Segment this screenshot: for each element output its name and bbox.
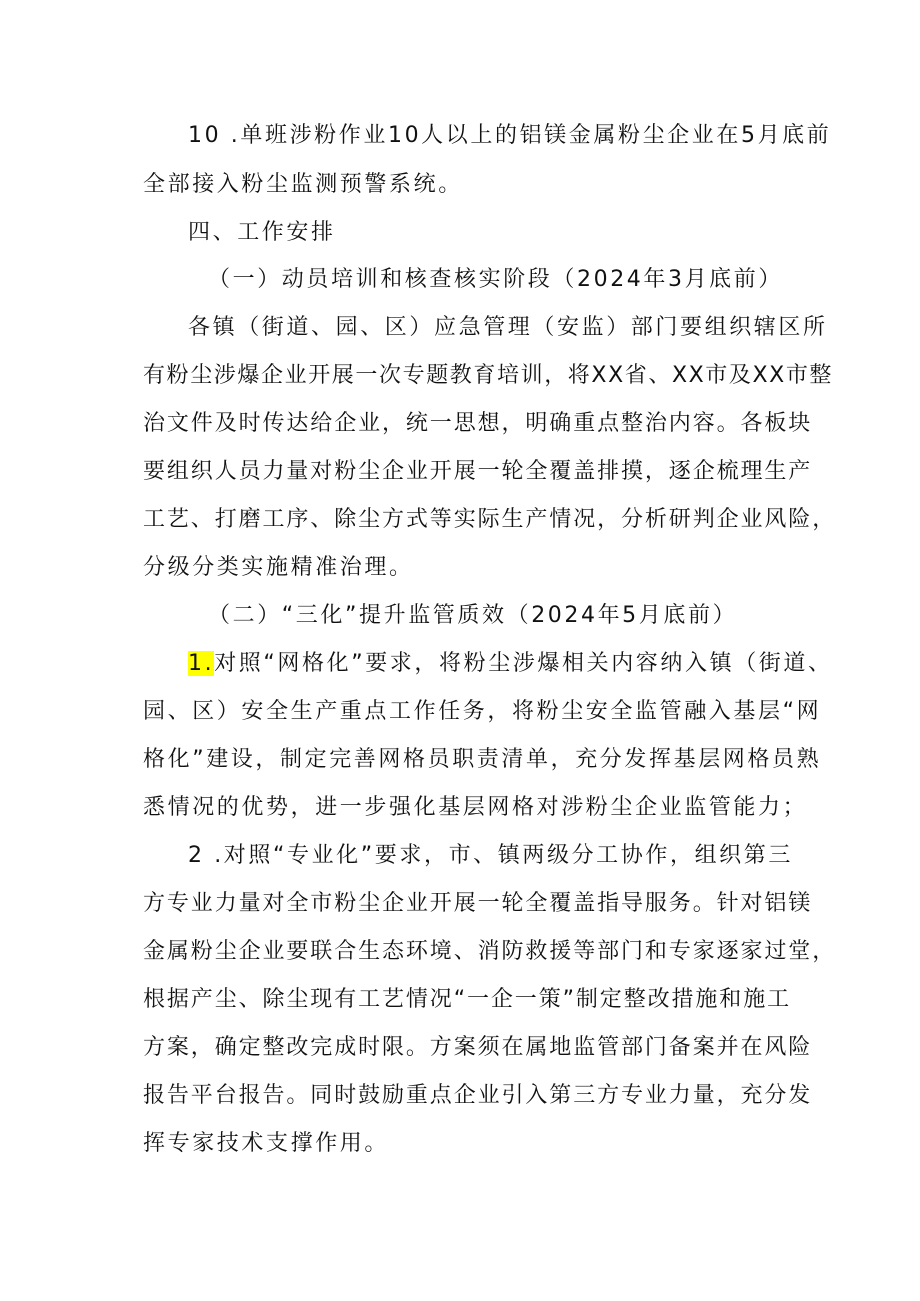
paragraph-line: 挥专家技术支撑作用。 (143, 1131, 390, 1156)
list-item-line: 2 .对照“专业化”要求，市、镇两级分工协作，组织第三 (188, 843, 793, 868)
subsection-heading: （一）动员培训和核查核实阶段（2024年3月底前） (208, 267, 783, 292)
paragraph-line: 要组织人员力量对粉尘企业开展一轮全覆盖排摸，逐企梳理生产 (143, 459, 813, 484)
highlighted-number: 1. (188, 651, 215, 676)
section-heading: 四、工作安排 (188, 220, 336, 245)
paragraph-line: 园、区）安全生产重点工作任务，将粉尘安全监管融入基层“网 (143, 699, 822, 724)
paragraph-line: 根据产尘、除尘现有工艺情况“一企一策”制定整改措施和施工 (143, 987, 791, 1012)
paragraph-line: 有粉尘涉爆企业开展一次专题教育培训，将XX省、XX市及XX市整 (143, 363, 834, 388)
paragraph-line: 全部接入粉尘监测预警系统。 (143, 172, 463, 197)
paragraph-line: 各镇（街道、园、区）应急管理（安监）部门要组织辖区所 (188, 315, 828, 340)
list-item-line (188, 649, 833, 679)
paragraph-line: 方专业力量对全市粉尘企业开展一轮全覆盖指导服务。针对铝镁 (143, 891, 813, 916)
paragraph-line: 悉情况的优势，进一步强化基层网格对涉粉尘企业监管能力； (143, 795, 808, 820)
paragraph-line: 格化”建设，制定完善网格员职责清单，充分发挥基层网格员熟 (143, 747, 822, 772)
paragraph-line: 10 .单班涉粉作业10人以上的铝镁金属粉尘企业在5月底前 (188, 123, 832, 148)
paragraph-line: 方案，确定整改完成时限。方案须在属地监管部门备案并在风险 (143, 1035, 813, 1060)
paragraph-line: 金属粉尘企业要联合生态环境、消防救援等部门和专家逐家过堂， (143, 939, 837, 964)
paragraph-line: 治文件及时传达给企业，统一思想，明确重点整治内容。各板块 (143, 411, 813, 436)
subsection-heading: （二）“三化”提升监管质效（2024年5月底前） (208, 603, 738, 628)
paragraph-line: 分级分类实施精准治理。 (143, 555, 414, 580)
list-item-text: 对照“网格化”要求，将粉尘涉爆相关内容纳入镇（街道、 (214, 651, 833, 676)
paragraph-line: 工艺、打磨工序、除尘方式等实际生产情况，分析研判企业风险， (143, 507, 837, 532)
paragraph-line: 报告平台报告。同时鼓励重点企业引入第三方专业力量，充分发 (143, 1083, 813, 1108)
